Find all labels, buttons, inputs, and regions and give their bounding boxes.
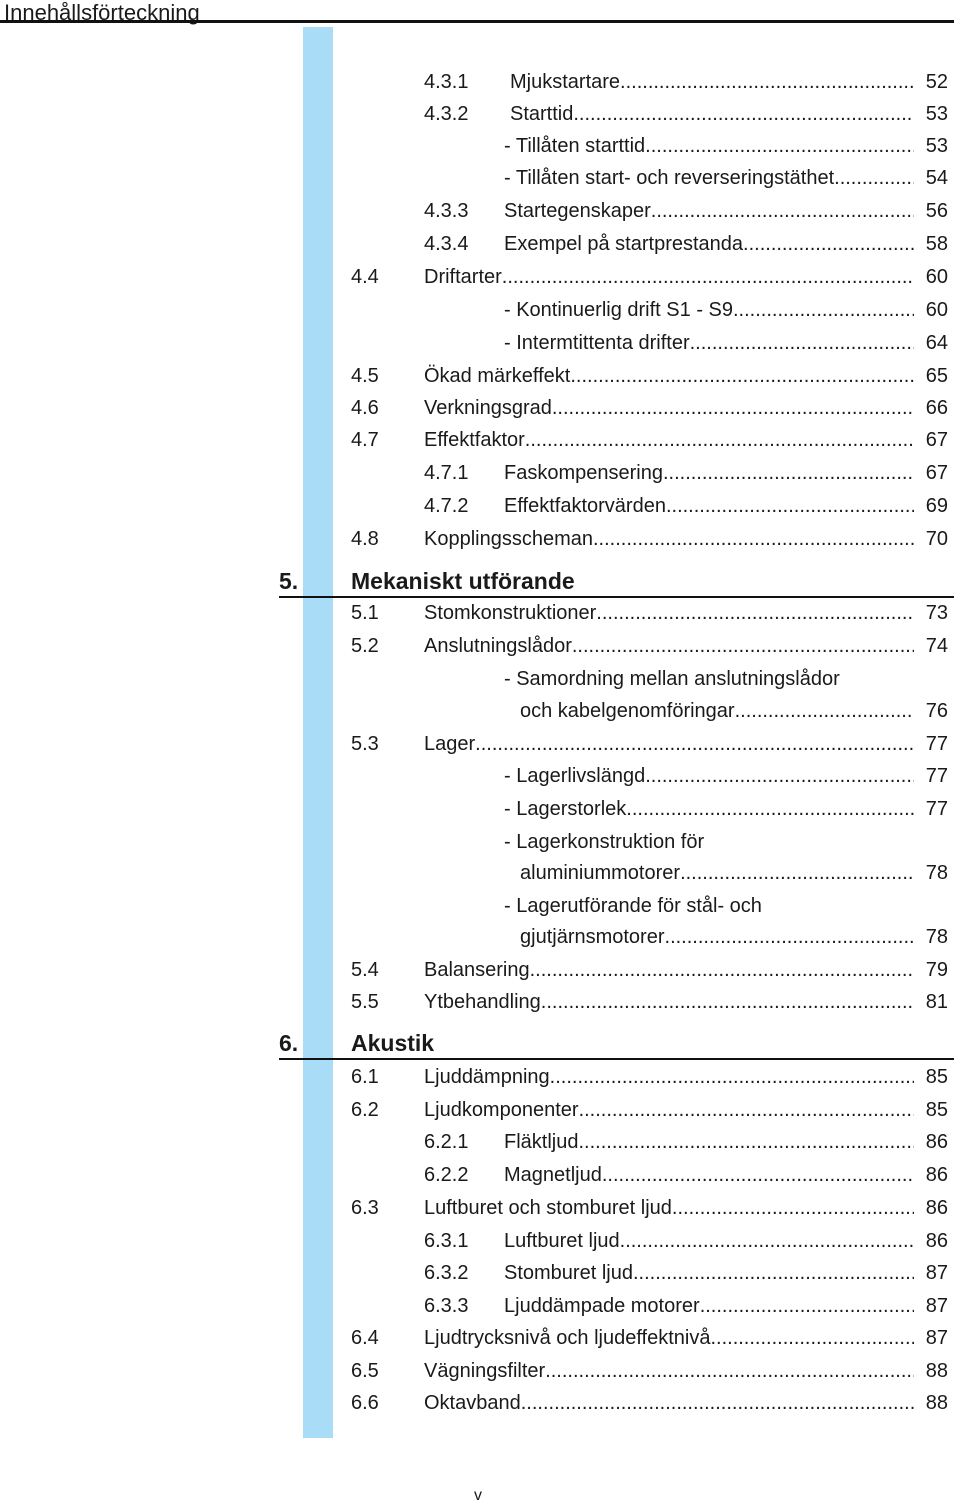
- dot-leader: [573, 98, 914, 130]
- dot-leader: [645, 130, 914, 162]
- toc-entry[interactable]: [424, 1159, 948, 1191]
- dot-leader: [645, 760, 914, 792]
- toc-entry-number: 5.2: [351, 635, 379, 657]
- toc-entry[interactable]: [424, 663, 948, 695]
- toc-entry-number: 4.8: [351, 528, 379, 550]
- toc-entry[interactable]: [424, 826, 948, 858]
- toc-entry[interactable]: [351, 954, 948, 986]
- chapter-title: Akustik: [351, 1030, 435, 1056]
- dot-leader: [579, 1094, 914, 1126]
- toc-entry-page: 77: [925, 733, 948, 755]
- dot-leader: [552, 392, 914, 424]
- toc-entry-title: Ljudkomponenter: [424, 1099, 579, 1121]
- toc-entry[interactable]: [351, 261, 948, 293]
- toc-entry-page: 64: [925, 332, 948, 354]
- toc-entry[interactable]: [351, 424, 948, 456]
- toc-entry-page: 76: [925, 700, 948, 722]
- toc-entry-page: 56: [925, 200, 948, 222]
- toc-entry-title: - Samordning mellan anslutningslådor: [504, 668, 840, 690]
- toc-entry-title: Anslutningslådor: [424, 635, 572, 657]
- toc-entry-number: 5.3: [351, 733, 379, 755]
- toc-entry[interactable]: [424, 162, 948, 194]
- toc-entry-number: 4.4: [351, 266, 379, 288]
- toc-entry-number: 4.3.4: [424, 233, 469, 255]
- toc-entry-title: Ökad märkeffekt: [424, 365, 571, 387]
- toc-entry-page: 87: [925, 1295, 948, 1317]
- toc-entry[interactable]: [424, 228, 948, 260]
- toc-entry-page: 70: [925, 528, 948, 550]
- toc-entry-number: 4.5: [351, 365, 379, 387]
- toc-entry-title: Lager: [424, 733, 476, 755]
- dot-leader: [541, 986, 914, 1018]
- toc-entry-number: 4.7.2: [424, 495, 469, 517]
- toc-entry[interactable]: [351, 523, 948, 555]
- dot-leader: [626, 793, 914, 825]
- dot-leader: [710, 1322, 914, 1354]
- toc-entry-number: 6.3.3: [424, 1295, 469, 1317]
- toc-entry-page: 58: [925, 233, 948, 255]
- dot-leader: [578, 1126, 914, 1158]
- chapter-title: Mekaniskt utförande: [351, 568, 575, 594]
- toc-entry-page: 86: [925, 1197, 948, 1219]
- toc-entry[interactable]: [424, 490, 948, 522]
- toc-entry[interactable]: [424, 1225, 948, 1257]
- dot-leader: [593, 523, 914, 555]
- toc-entry[interactable]: [424, 327, 948, 359]
- dot-leader: [690, 327, 914, 359]
- toc-entry-title: Effektfaktor: [424, 429, 525, 451]
- toc-entry-page: 85: [925, 1066, 948, 1088]
- toc-entry-page: 60: [925, 266, 948, 288]
- chapter-rule: [279, 1058, 954, 1060]
- toc-entry-number: 6.2: [351, 1099, 379, 1121]
- chapter-heading-6: [279, 1028, 954, 1060]
- toc-entry-title: Luftburet och stomburet ljud: [424, 1197, 672, 1219]
- toc-entry-page: 52: [925, 71, 948, 93]
- dot-leader: [651, 195, 914, 227]
- toc-entry[interactable]: [351, 1322, 948, 1354]
- dot-leader: [733, 294, 914, 326]
- dot-leader: [680, 857, 914, 889]
- toc-entry-title: Fläktljud: [504, 1131, 579, 1153]
- toc-entry-number: 6.1: [351, 1066, 379, 1088]
- toc-entry-number: 5.5: [351, 991, 379, 1013]
- toc-entry-title: Faskompensering: [504, 462, 663, 484]
- toc-entry-title: Stomkonstruktioner: [424, 602, 597, 624]
- toc-entry-page: 67: [925, 429, 948, 451]
- toc-entry-page: 53: [925, 135, 948, 157]
- dot-leader: [502, 261, 914, 293]
- toc-entry-title: - Intermtittenta drifter: [504, 332, 690, 354]
- toc-entry-title: - Tillåten starttid: [504, 135, 646, 157]
- toc-entry-page: 86: [925, 1131, 948, 1153]
- toc-entry-title: Mjukstartare: [510, 71, 621, 93]
- toc-entry-title: Stomburet ljud: [504, 1262, 633, 1284]
- toc-entry-title: Starttid: [510, 103, 574, 125]
- toc-entry-title: Balansering: [424, 959, 530, 981]
- toc-entry-number: 6.3.2: [424, 1262, 469, 1284]
- toc-entry-number: 5.1: [351, 602, 379, 624]
- toc-entry[interactable]: [424, 195, 948, 227]
- toc-entry-title: Magnetljud: [504, 1164, 602, 1186]
- toc-entry-page: 73: [925, 602, 948, 624]
- toc-entry[interactable]: [424, 1257, 948, 1289]
- dot-leader: [665, 921, 914, 953]
- toc-entry-title: - Lagerlivslängd: [504, 765, 646, 787]
- toc-entry-title: - Kontinuerlig drift S1 - S9: [504, 299, 733, 321]
- toc-entry-title: Verkningsgrad: [424, 397, 552, 419]
- toc-entry-page: 77: [925, 765, 948, 787]
- toc-entry-title: - Lagerutförande för stål- och: [504, 895, 762, 917]
- chapter-number: 6.: [279, 1030, 299, 1056]
- dot-leader: [525, 424, 914, 456]
- toc-entry-title: gjutjärnsmotorer: [520, 926, 665, 948]
- dot-leader: [596, 597, 914, 629]
- toc-entry[interactable]: [424, 66, 948, 98]
- toc-entry-number: 6.4: [351, 1327, 379, 1349]
- toc-entry-page: 54: [925, 167, 948, 189]
- toc-entry-page: 85: [925, 1099, 948, 1121]
- toc-entry-page: 87: [925, 1327, 948, 1349]
- toc-entry-number: 6.5: [351, 1360, 379, 1382]
- toc-entry[interactable]: [351, 986, 948, 1018]
- dot-leader: [545, 1355, 914, 1387]
- toc-entry[interactable]: [351, 392, 948, 424]
- toc-entry-title: Luftburet ljud: [504, 1230, 620, 1252]
- toc-entry-page: 81: [925, 991, 948, 1013]
- toc-entry-title: aluminiummotorer: [520, 862, 681, 884]
- toc-entry-number: 4.7.1: [424, 462, 469, 484]
- toc-entry-title: Ytbehandling: [424, 991, 541, 1013]
- dot-leader: [572, 630, 914, 662]
- toc-entry[interactable]: [424, 130, 948, 162]
- toc-entry[interactable]: [424, 457, 948, 489]
- toc-entry[interactable]: [424, 695, 948, 727]
- toc-entry-number: 6.3.1: [424, 1230, 469, 1252]
- toc-entry-title: - Lagerstorlek: [504, 798, 627, 820]
- toc-entry-page: 74: [925, 635, 948, 657]
- toc-entry[interactable]: [424, 793, 948, 825]
- toc-entry-number: 6.3: [351, 1197, 379, 1219]
- toc-entry-title: Ljudtrycksnivå och ljudeffektnivå: [424, 1327, 711, 1349]
- toc-entry-page: 78: [925, 862, 948, 884]
- toc-entry-page: 77: [925, 798, 948, 820]
- chapter-number: 5.: [279, 568, 299, 594]
- dot-leader: [570, 360, 914, 392]
- toc-entry-title: - Lagerkonstruktion för: [504, 831, 705, 853]
- toc-entry[interactable]: [351, 1192, 948, 1224]
- toc-entry-number: 6.6: [351, 1392, 379, 1414]
- toc-entry[interactable]: [424, 760, 948, 792]
- toc-entry-title: och kabelgenomföringar: [520, 700, 735, 722]
- toc-entry-page: 78: [925, 926, 948, 948]
- toc-entry-number: 4.7: [351, 429, 379, 451]
- dot-leader: [550, 1061, 914, 1093]
- toc-entry-title: Ljuddämpning: [424, 1066, 550, 1088]
- toc-entry-title: Driftarter: [424, 266, 502, 288]
- toc-entry-number: 5.4: [351, 959, 379, 981]
- toc-entry-title: Oktavband: [424, 1392, 521, 1414]
- toc-entry[interactable]: [424, 890, 948, 922]
- toc-entry-page: 88: [925, 1360, 948, 1382]
- toc-entry[interactable]: [351, 597, 948, 629]
- dot-leader: [663, 457, 914, 489]
- dot-leader: [735, 695, 914, 727]
- dot-leader: [620, 1225, 914, 1257]
- toc-entry-title: Exempel på startprestanda: [504, 233, 744, 255]
- dot-leader: [834, 162, 914, 194]
- toc-entry-page: 87: [925, 1262, 948, 1284]
- dot-leader: [475, 728, 914, 760]
- toc-entry-page: 79: [925, 959, 948, 981]
- toc-entry-page: 67: [925, 462, 948, 484]
- toc-entry-number: 4.6: [351, 397, 379, 419]
- page-number: v: [474, 1487, 482, 1504]
- dot-leader: [620, 66, 914, 98]
- toc-entry-page: 65: [925, 365, 948, 387]
- toc-entry[interactable]: [351, 728, 948, 760]
- toc-entry[interactable]: [424, 1290, 948, 1322]
- toc-entry-page: 86: [925, 1164, 948, 1186]
- toc-entry-number: 4.3.2: [424, 103, 469, 125]
- dot-leader: [530, 954, 914, 986]
- toc-entry[interactable]: [351, 1094, 948, 1126]
- toc-entry-title: Startegenskaper: [504, 200, 651, 222]
- toc-entry-number: 6.2.2: [424, 1164, 469, 1186]
- toc-entry-title: Ljuddämpade motorer: [504, 1295, 700, 1317]
- dot-leader: [521, 1387, 914, 1419]
- toc-entry-page: 69: [925, 495, 948, 517]
- toc-entry[interactable]: [351, 1061, 948, 1093]
- toc-entry-number: 4.3.3: [424, 200, 469, 222]
- dot-leader: [700, 1290, 914, 1322]
- dot-leader: [672, 1192, 914, 1224]
- toc-entry[interactable]: [424, 1126, 948, 1158]
- toc-entry-page: 60: [925, 299, 948, 321]
- dot-leader: [666, 490, 914, 522]
- toc-entry[interactable]: [351, 360, 948, 392]
- toc-entry-page: 88: [925, 1392, 948, 1414]
- toc-entry-number: 6.2.1: [424, 1131, 469, 1153]
- toc-entry-title: - Tillåten start- och reverseringstäthet: [504, 167, 835, 189]
- toc-entry-title: Vägningsfilter: [424, 1360, 546, 1382]
- toc-entry-page: 66: [925, 397, 948, 419]
- toc-entry[interactable]: [351, 630, 948, 662]
- toc-entry-page: 53: [925, 103, 948, 125]
- toc-entry-number: 4.3.1: [424, 71, 469, 93]
- toc-entry[interactable]: [424, 857, 948, 889]
- chapter-heading-5: [279, 566, 954, 598]
- toc-entry[interactable]: [424, 294, 948, 326]
- toc-entry-title: Effektfaktorvärden: [504, 495, 666, 517]
- toc-entry[interactable]: [424, 921, 948, 953]
- toc-entry[interactable]: [351, 1387, 948, 1419]
- dot-leader: [743, 228, 914, 260]
- page-title: Innehållsförteckning: [4, 0, 200, 25]
- toc-entry[interactable]: [351, 1355, 948, 1387]
- toc-entry[interactable]: [424, 98, 948, 130]
- dot-leader: [602, 1159, 914, 1191]
- dot-leader: [633, 1257, 914, 1289]
- toc-entry-title: Kopplingsscheman: [424, 528, 593, 550]
- toc-entry-page: 86: [925, 1230, 948, 1252]
